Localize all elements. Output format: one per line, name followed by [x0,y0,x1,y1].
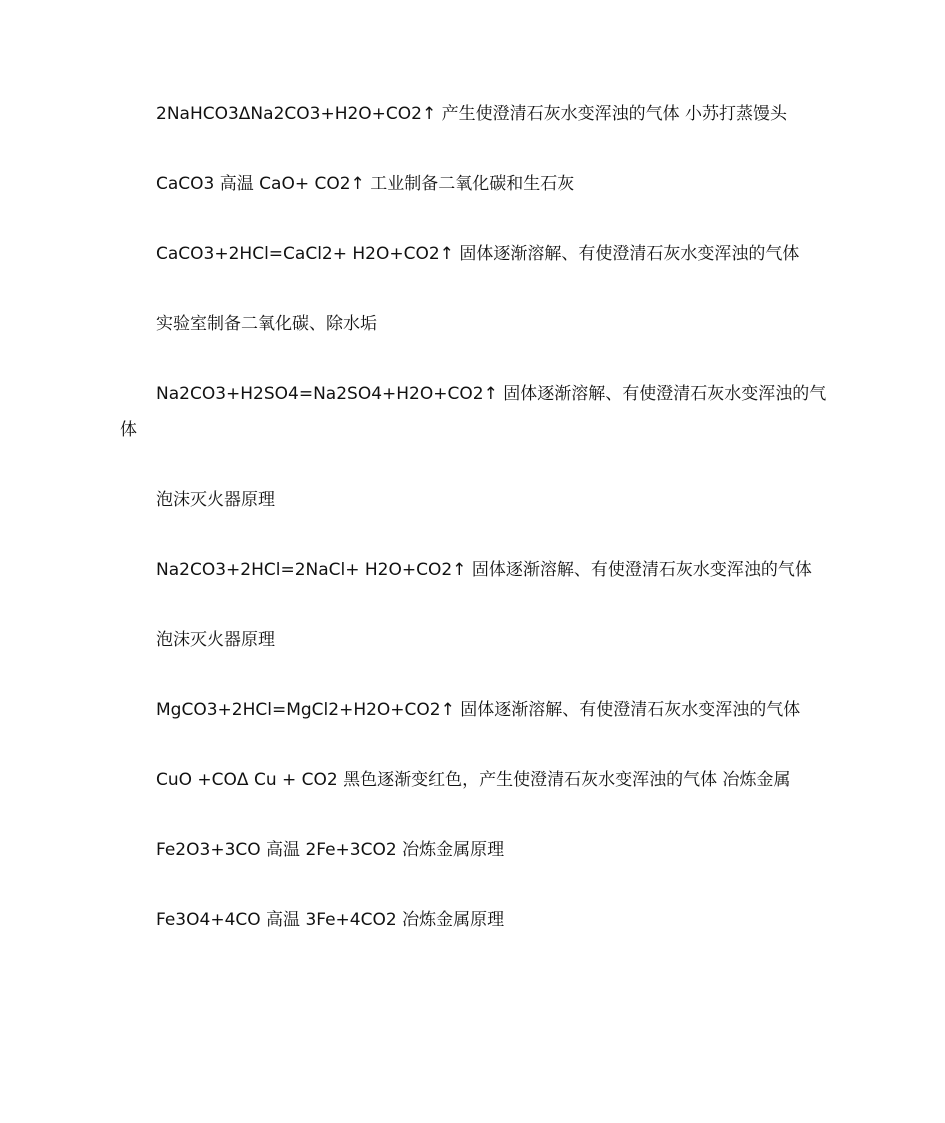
text-line-10: CuO +COΔ Cu + CO2 黑色逐渐变红色，产生使澄清石灰水变浑浊的气体 冶炼金属 [156,770,791,790]
text-line-8: 泡沫灭火器原理 [156,630,275,650]
text-line-7: Na2CO3+2HCl=2NaCl+ H2O+CO2↑ 固体逐渐溶解、有使澄清石灰水变浑浊的气体 [156,560,812,580]
text-line-6: 泡沫灭火器原理 [156,490,275,510]
text-line-12: Fe3O4+4CO 高温 3Fe+4CO2 冶炼金属原理 [156,910,505,930]
text-line-4: 实验室制备二氧化碳、除水垢 [156,314,377,334]
text-line-11: Fe2O3+3CO 高温 2Fe+3CO2 冶炼金属原理 [156,840,505,860]
text-line-3: CaCO3+2HCl=CaCl2+ H2O+CO2↑ 固体逐渐溶解、有使澄清石灰水变浑浊的气体 [156,244,800,264]
text-line-5: Na2CO3+H2SO4=Na2SO4+H2O+CO2↑ 固体逐渐溶解、有使澄清石灰水变浑浊的气体 [120,384,827,440]
text-line-1: 2NaHCO3ΔNa2CO3+H2O+CO2↑ 产生使澄清石灰水变浑浊的气体 小苏打蒸馒头 [156,104,788,124]
text-line-9: MgCO3+2HCl=MgCl2+H2O+CO2↑ 固体逐渐溶解、有使澄清石灰水变浑浊的气体 [156,700,801,720]
document-body [120,96,830,972]
text-line-2: CaCO3 高温 CaO+ CO2↑ 工业制备二氧化碳和生石灰 [156,174,575,194]
